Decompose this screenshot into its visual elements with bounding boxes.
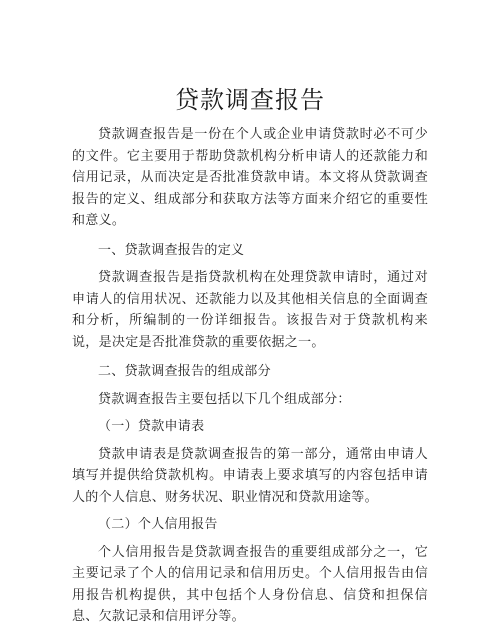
section-1-paragraph: 贷款调查报告是指贷款机构在处理贷款申请时，通过对申请人的信用状况、还款能力以及其他相关信息的全面调查和分析，所编制的一份详细报告。该报告对于贷款机构来说，是决定是否批准贷款的重要依据之一。	[72, 270, 428, 350]
section-1-heading: 一、贷款调查报告的定义	[98, 242, 245, 258]
subsection-2-heading: （二）个人信用报告	[98, 517, 218, 532]
subsection-1-paragraph: 贷款申请表是贷款调查报告的第一部分，通常由申请人填写并提供给贷款机构。申请表上要求填写的内容包括申请人的个人信息、财务状况、职业情况和贷款用途等。	[72, 446, 428, 505]
section-2-intro-paragraph: 贷款调查报告主要包括以下几个组成部分：	[98, 391, 351, 407]
subsection-1-heading: （一）贷款申请表	[98, 419, 205, 434]
intro-paragraph: 贷款调查报告是一份在个人或企业申请贷款时必不可少的文件。它主要用于帮助贷款机构分析申请人的还款能力和信用记录，从而决定是否批准贷款申请。本文将从贷款调查报告的定义、组成部分和获取方法等方面来介绍它的重要性和意义。	[72, 127, 428, 228]
document-title: 贷款调查报告	[175, 86, 325, 114]
subsection-2-paragraph: 个人信用报告是贷款调查报告的重要组成部分之一，它主要记录了个人的信用记录和信用历史。个人信用报告由信用报告机构提供，其中包括个人身份信息、信贷和担保信息、欠款记录和信用评分等。	[72, 544, 428, 624]
document-body	[72, 124, 428, 628]
section-2-heading: 二、贷款调查报告的组成部分	[98, 364, 271, 379]
